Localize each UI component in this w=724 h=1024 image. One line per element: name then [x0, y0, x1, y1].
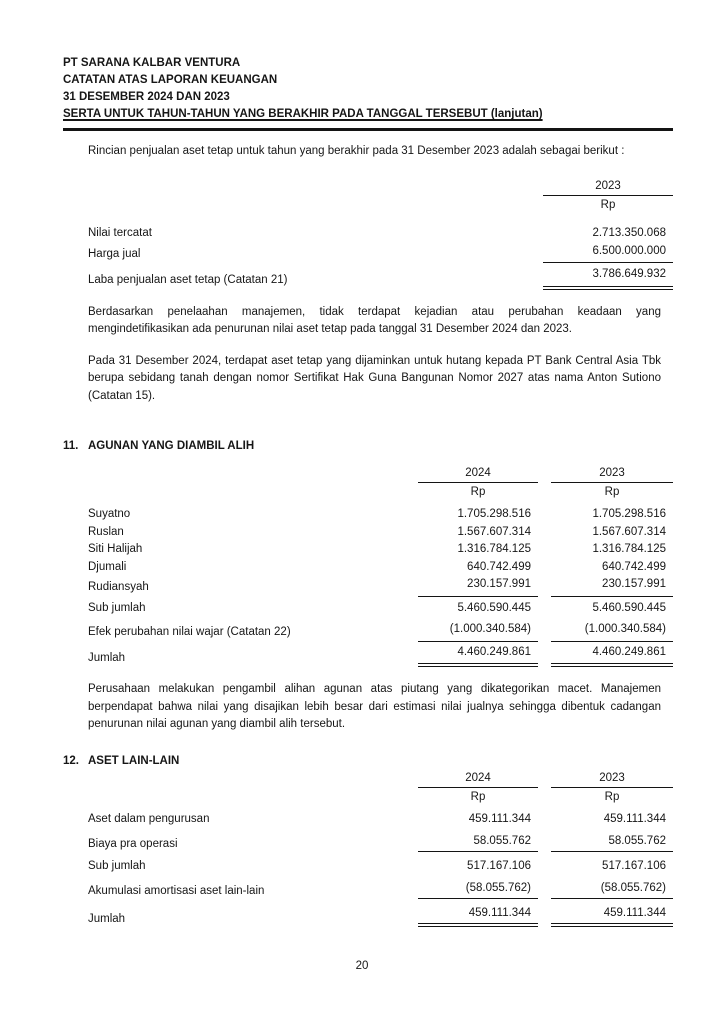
row-label: Harga jual [88, 247, 141, 260]
currency-label: Rp [470, 486, 486, 498]
row-value-2023: (58.055.762) [551, 880, 673, 899]
row-label: Biaya pra operasi [88, 837, 178, 850]
table-row [63, 880, 673, 899]
section-number: 12. [63, 754, 79, 767]
table-header-row [63, 179, 673, 196]
doc-continuation-line: SERTA UNTUK TAHUN-TAHUN YANG BERAKHIR PADA TANGGAL TERSEBUT (lanjutan) [63, 108, 543, 120]
row-value-2023: 459.111.344 [551, 905, 673, 927]
table-row [63, 559, 673, 577]
table-row [63, 506, 673, 524]
row-label: Suyatno [88, 508, 131, 520]
row-label: Jumlah [88, 912, 126, 925]
table-row [63, 524, 673, 542]
row-value-2023: 4.460.249.861 [551, 644, 673, 668]
column-header-2024: 2024 [418, 466, 538, 483]
paragraph-pledge: Pada 31 Desember 2024, terdapat aset tetap yang dijaminkan untuk hutang kepada PT Bank Central Asia Tbk berupa sebidang tanah dengan nomor Sertifikat Hak Guna Bangunan Nomor 2027 atas nama Anton Sutiono (Catatan 15). [88, 354, 661, 402]
table-row [63, 811, 673, 827]
currency-label: Rp [600, 199, 616, 211]
table-row [63, 225, 673, 243]
table-row [63, 905, 673, 927]
intro-text: Rincian penjualan aset tetap untuk tahun yang berakhir pada 31 Desember 2023 adalah sebagai berikut : [88, 145, 625, 157]
row-value-2023: 1.567.607.314 [592, 525, 666, 538]
section-11-heading [63, 439, 673, 454]
row-value-2023: 5.460.590.445 [592, 601, 666, 614]
row-value-2023: 3.786.649.932 [543, 266, 673, 290]
column-header-2023: 2023 [551, 466, 673, 483]
fixed-asset-sale-table [63, 179, 673, 290]
table-row [63, 243, 673, 264]
row-value-2023: 2.713.350.068 [592, 227, 666, 239]
row-value-2024: 1.705.298.516 [457, 508, 531, 520]
table-header-row [63, 466, 673, 483]
row-value-2023: 58.055.762 [551, 833, 673, 852]
row-value-2023: 6.500.000.000 [543, 243, 673, 264]
row-value-2023: 640.742.499 [602, 560, 666, 573]
row-label: Aset dalam pengurusan [88, 812, 210, 825]
row-value-2023: (1.000.340.584) [551, 621, 673, 642]
column-header-2024: 2024 [418, 771, 538, 788]
paragraph-collateral-note: Perusahaan melakukan pengambil alihan agunan atas piutang yang dikategorikan macet. Manajemen berpendapat bahwa nilai yang disajikan lebih besar dari estimasi nilai jualnya sehingga dibentuk cadangan penurunan nilai agunan yang diambil alih tersebut. [88, 683, 661, 730]
currency-row [63, 483, 673, 500]
row-label: Jumlah [88, 651, 126, 664]
row-value-2024: 459.111.344 [468, 812, 531, 825]
row-value-2024: 1.567.607.314 [457, 525, 531, 538]
row-label: Efek perubahan nilai wajar (Catatan 22) [88, 626, 291, 638]
row-value-2024: 517.167.106 [467, 859, 531, 872]
page-number: 20 [355, 960, 369, 972]
currency-label: Rp [470, 790, 486, 803]
row-value-2023: 459.111.344 [603, 812, 666, 825]
row-value-2024: 640.742.499 [467, 560, 531, 573]
currency-row [63, 788, 673, 805]
column-header-2023: 2023 [551, 771, 673, 788]
row-label: Nilai tercatat [88, 227, 152, 239]
row-value-2023: 1.316.784.125 [592, 543, 666, 555]
row-label: Siti Halijah [88, 543, 143, 555]
row-label: Akumulasi amortisasi aset lain-lain [88, 884, 265, 897]
currency-label: Rp [604, 790, 620, 803]
table-row [63, 644, 673, 668]
company-name: PT SARANA KALBAR VENTURA [63, 57, 241, 69]
row-value-2024: 230.157.991 [418, 576, 538, 597]
row-label: Djumali [88, 560, 127, 573]
row-value-2024: 459.111.344 [418, 905, 538, 927]
row-label: Sub jumlah [88, 601, 146, 614]
row-label: Laba penjualan aset tetap (Catatan 21) [88, 274, 288, 286]
currency-label: Rp [604, 486, 620, 498]
table-row [63, 541, 673, 559]
row-label: Ruslan [88, 525, 124, 538]
table-row [63, 576, 673, 597]
row-label: Rudiansyah [88, 581, 149, 593]
table-row [63, 600, 673, 618]
section-number: 11. [63, 440, 79, 452]
doc-title-line: CATATAN ATAS LAPORAN KEUANGAN [63, 74, 278, 86]
doc-date-line: 31 DESEMBER 2024 DAN 2023 [63, 91, 230, 103]
table-row [63, 266, 673, 290]
table-header-row [63, 771, 673, 788]
paragraph-review: Berdasarkan penelaahan manajemen, tidak terdapat kejadian atau perubahan keadaan yang mengindetifikasikan ada penurunan nilai aset tetap pada tanggal 31 Desember 2024 dan 2023. [88, 305, 661, 335]
section-12-heading [63, 754, 673, 769]
row-value-2023: 517.167.106 [602, 859, 666, 872]
row-value-2024: 58.055.762 [418, 833, 538, 852]
row-value-2024: (1.000.340.584) [418, 621, 538, 642]
table-row [63, 858, 673, 874]
other-assets-table [63, 771, 673, 927]
currency-row [63, 196, 673, 213]
row-value-2024: 1.316.784.125 [457, 543, 531, 555]
column-header-2023: 2023 [543, 179, 673, 196]
section-title: AGUNAN YANG DIAMBIL ALIH [88, 440, 255, 452]
row-value-2024: 4.460.249.861 [418, 644, 538, 668]
doc-header [63, 55, 673, 131]
table-row [63, 621, 673, 642]
row-label: Sub jumlah [88, 859, 146, 872]
collateral-table [63, 466, 673, 667]
row-value-2023: 230.157.991 [551, 576, 673, 597]
row-value-2024: 5.460.590.445 [457, 601, 531, 614]
row-value-2024: (58.055.762) [418, 880, 538, 899]
table-row [63, 833, 673, 852]
row-value-2023: 1.705.298.516 [592, 508, 666, 520]
section-title: ASET LAIN-LAIN [88, 754, 180, 767]
